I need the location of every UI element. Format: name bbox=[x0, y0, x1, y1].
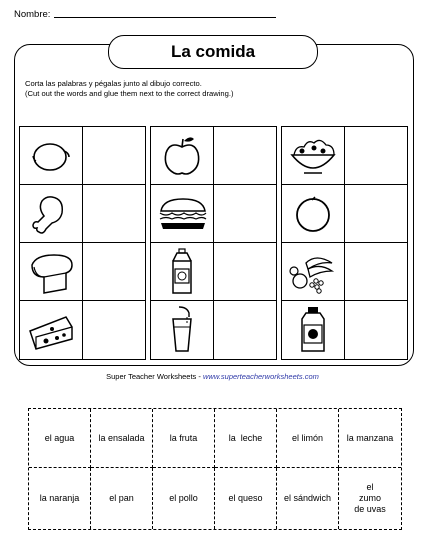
cheese-icon bbox=[24, 305, 78, 355]
answer-cell[interactable] bbox=[83, 243, 145, 301]
answer-cell[interactable] bbox=[345, 127, 407, 185]
picture-cell bbox=[151, 127, 214, 185]
name-row bbox=[14, 9, 276, 20]
picture-cell bbox=[151, 243, 214, 301]
name-label: Nombre: bbox=[14, 9, 51, 20]
water-glass-icon bbox=[155, 305, 209, 355]
word-card[interactable]: la ensalada bbox=[91, 409, 153, 468]
apple-icon bbox=[155, 131, 209, 181]
word-card[interactable]: la naranja bbox=[29, 468, 91, 529]
word-bank bbox=[28, 408, 402, 530]
answer-cell[interactable] bbox=[214, 301, 276, 359]
answer-cell[interactable] bbox=[214, 185, 276, 243]
answer-cell[interactable] bbox=[83, 127, 145, 185]
word-card[interactable]: la leche bbox=[215, 409, 277, 468]
instructions-english: (Cut out the words and glue them next to the correct drawing.) bbox=[25, 88, 234, 98]
word-card[interactable]: el pollo bbox=[153, 468, 215, 529]
instructions bbox=[25, 79, 234, 98]
picture-cell bbox=[151, 301, 214, 359]
word-card[interactable]: el sándwich bbox=[277, 468, 339, 529]
picture-cell bbox=[282, 127, 345, 185]
picture-cell bbox=[20, 127, 83, 185]
sandwich-icon bbox=[155, 189, 209, 239]
picture-cell bbox=[20, 243, 83, 301]
picture-grid-1 bbox=[19, 126, 146, 360]
chicken-leg-icon bbox=[24, 189, 78, 239]
word-card[interactable]: el agua bbox=[29, 409, 91, 468]
picture-grid-2 bbox=[150, 126, 277, 360]
footer-site-name: Super Teacher Worksheets bbox=[106, 372, 197, 381]
answer-cell[interactable] bbox=[345, 301, 407, 359]
answer-cell[interactable] bbox=[214, 127, 276, 185]
picture-cell bbox=[20, 301, 83, 359]
lemon-icon bbox=[24, 131, 78, 181]
word-card[interactable]: la manzana bbox=[339, 409, 401, 468]
answer-cell[interactable] bbox=[83, 301, 145, 359]
footer-url-link[interactable]: www.superteacherworksheets.com bbox=[202, 372, 319, 381]
picture-cell bbox=[282, 243, 345, 301]
picture-cell bbox=[20, 185, 83, 243]
answer-cell[interactable] bbox=[345, 185, 407, 243]
orange-icon bbox=[286, 189, 340, 239]
milk-carton-icon bbox=[155, 247, 209, 297]
footer-separator: - bbox=[196, 372, 203, 381]
picture-grid-3 bbox=[281, 126, 408, 360]
answer-cell[interactable] bbox=[214, 243, 276, 301]
word-card[interactable]: el queso bbox=[215, 468, 277, 529]
fruit-basket-icon bbox=[286, 247, 340, 297]
picture-cell bbox=[282, 301, 345, 359]
name-line[interactable] bbox=[54, 17, 276, 18]
bread-icon bbox=[24, 247, 78, 297]
word-card[interactable]: el limón bbox=[277, 409, 339, 468]
word-card[interactable]: el zumo de uvas bbox=[354, 482, 386, 514]
picture-cell bbox=[151, 185, 214, 243]
juice-bottle-icon bbox=[286, 305, 340, 355]
page-title: La comida bbox=[108, 35, 318, 69]
picture-cell bbox=[282, 185, 345, 243]
salad-bowl-icon bbox=[286, 131, 340, 181]
footer bbox=[0, 372, 425, 381]
word-card[interactable]: el pan bbox=[91, 468, 153, 529]
answer-cell[interactable] bbox=[83, 185, 145, 243]
word-card[interactable]: la fruta bbox=[153, 409, 215, 468]
answer-cell[interactable] bbox=[345, 243, 407, 301]
instructions-spanish: Corta las palabras y pégalas junto al dibujo correcto. bbox=[25, 79, 202, 88]
